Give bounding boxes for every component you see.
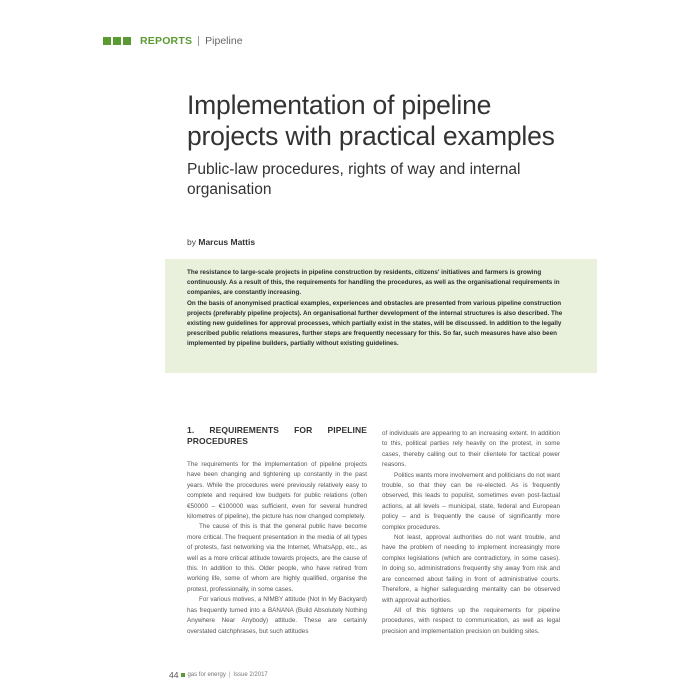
- section-heading: 1. REQUIREMENTS FOR PIPELINE PROCEDURES: [187, 425, 367, 446]
- byline-prefix: by: [187, 237, 196, 247]
- subtitle-line: Public-law procedures, rights of way and internal: [187, 161, 521, 178]
- author-name: Marcus Mattis: [198, 237, 256, 247]
- section-marker-icon: [103, 37, 131, 45]
- abstract-paragraph: The resistance to large-scale projects in pipeline construction by residents, citizens' initiatives and farmers is growing continuously. As a result of this, the requirements for handling the procedures, as well as the organisational requirements in companies, are constantly increasing.: [187, 269, 560, 297]
- body-paragraph: of individuals are appearing to an increasing extent. In addition to this, political parties rely heavily on the protest, in some cases, thereby calling out to their clientele for tactical power reasons.: [382, 430, 560, 469]
- issue-label: Issue 2/2017: [233, 672, 268, 678]
- body-column-right: [382, 429, 560, 637]
- body-paragraph: The requirements for the implementation of pipeline projects have been changing and tightening up constantly in the past years. While the procedures were previously relatively easy to complete and required low budgets for public relations (often €50000 – €100000 was sufficient, even for several hundred kilometres of pipeline), the picture has now changed completely.: [187, 461, 367, 521]
- abstract-paragraph: On the basis of anonymised practical examples, experiences and obstacles are presented from various pipeline construction projects (preferably pipeline projects). An organisational further development of the internal structures is also described. The existing new guidelines for approval processes, which partially exist in the states, will be discussed. In addition to the legally prescribed public relations measures, further steps are frequently necessary for this. So far, such measures have also been implemented by pipeline builders, partially without existing guidelines.: [187, 299, 563, 348]
- page-footer: [169, 670, 268, 680]
- page-number: 44: [169, 670, 179, 680]
- abstract-box: [165, 259, 597, 373]
- body-paragraph: For various motives, a NIMBY attitude (Not In My Backyard) has frequently turned into a BANANA (Build Absolutely Nothing Anywhere Near Anybody) attitude. These are certainly overstated catchphrases, but such attitudes: [187, 596, 367, 635]
- running-header: [103, 33, 243, 49]
- article-subtitle: [187, 160, 617, 200]
- subtitle-line: organisation: [187, 181, 272, 198]
- header-divider: [198, 36, 199, 46]
- footer-separator: |: [228, 672, 231, 678]
- subsection-label: Pipeline: [205, 35, 243, 47]
- body-paragraph: The cause of this is that the general public have become more critical. The frequent presentation in the media of all types of protests, fast networking via the Internet, WhatsApp, etc., as well as a more critical attitude towards projects, are the cause of this. In addition to this. Older people, who have retired from working life, some of whom are highly qualified, organise the protest, professionally, in some cases.: [187, 523, 367, 593]
- publication-name: gas for energy: [187, 672, 226, 678]
- body-column-left: [187, 425, 367, 637]
- article-title: [187, 90, 617, 152]
- section-label: REPORTS: [140, 35, 193, 47]
- title-line: Implementation of pipeline: [187, 90, 492, 120]
- title-line: projects with practical examples: [187, 121, 555, 151]
- publication-marker-icon: [181, 673, 185, 677]
- body-paragraph: Not least, approval authorities do not want trouble, and have the problem of needing to implement increasingly more complex legislations (which are contradictory, in some cases). In doing so, administrations frequently shy away from risk and are concerned about failing in front of administrative courts. Therefore, a higher safeguarding mentality can be observed with approval authorities.: [382, 534, 560, 604]
- body-paragraph: Politics wants more involvement and politicians do not want trouble, so that they can be re-elected. As is frequently observed, this leads to populist, sometimes even post-factual actions, at all levels – municipal, state, federal and European policy – and is frequently the cause of significantly more complex procedures.: [382, 471, 560, 531]
- body-paragraph: All of this tightens up the requirements for pipeline procedures, with respect to communication, as well as legal precision and implementation precision on building sites.: [382, 606, 560, 635]
- byline: [187, 237, 255, 247]
